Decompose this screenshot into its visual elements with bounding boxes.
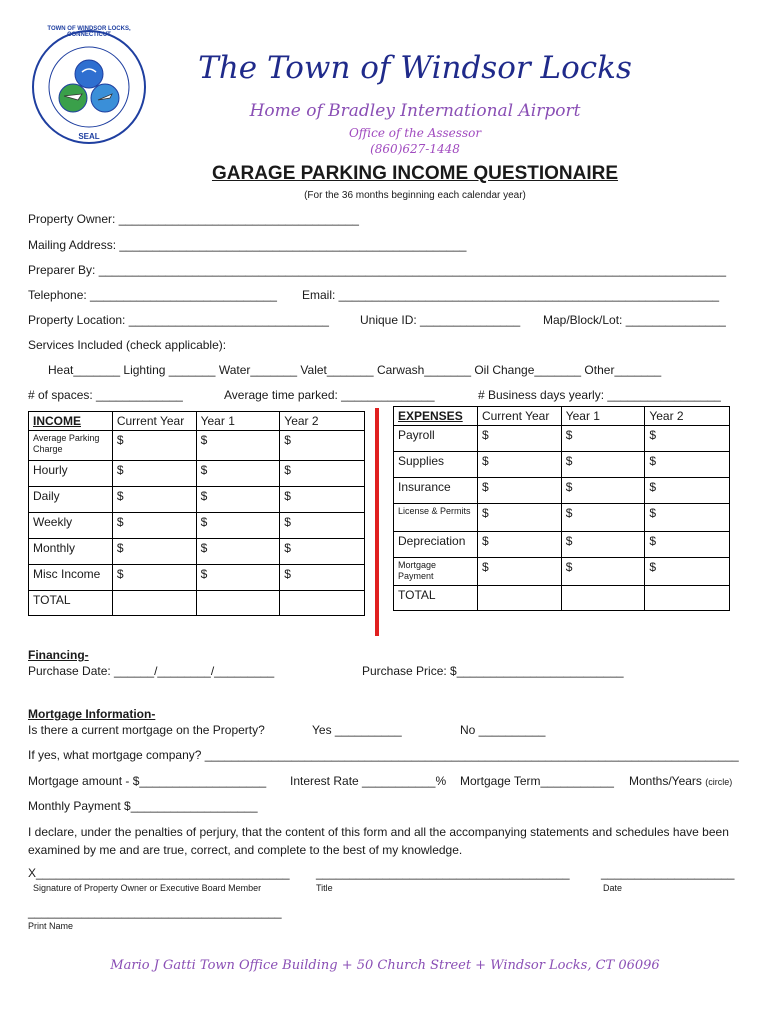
- avg-time-parked-field[interactable]: Average time parked: ______________: [224, 388, 435, 402]
- expense-table: [393, 406, 730, 611]
- table-cell[interactable]: $: [561, 504, 645, 532]
- expense-label-insurance: Insurance: [394, 478, 478, 504]
- income-col-current: Current Year: [112, 412, 196, 431]
- mortgage-heading: Mortgage Information-: [28, 707, 156, 721]
- table-cell[interactable]: $: [280, 513, 365, 539]
- table-cell[interactable]: $: [280, 461, 365, 487]
- mortgage-no-field[interactable]: No __________: [460, 723, 546, 737]
- table-cell[interactable]: [280, 591, 365, 616]
- table-cell[interactable]: $: [477, 426, 561, 452]
- title-label: Title: [316, 883, 333, 893]
- table-cell[interactable]: $: [561, 478, 645, 504]
- table-row: [394, 558, 730, 586]
- table-divider-bar: [375, 408, 379, 636]
- table-cell[interactable]: $: [196, 487, 280, 513]
- income-col-year2: Year 2: [280, 412, 365, 431]
- office-name: Office of the Assessor: [348, 126, 482, 140]
- monthly-payment-field[interactable]: Monthly Payment $___________________: [28, 799, 258, 813]
- expense-label-payroll: Payroll: [394, 426, 478, 452]
- table-cell[interactable]: $: [280, 565, 365, 591]
- table-cell[interactable]: [645, 586, 730, 611]
- table-cell[interactable]: $: [477, 478, 561, 504]
- income-label-avg: Average Parking Charge: [29, 431, 113, 461]
- table-cell[interactable]: $: [477, 532, 561, 558]
- declaration-text: I declare, under the penalties of perjury, that the content of this form and all the accompanying statements and schedules have been examined by me and are true, correct, and complete to the best of my knowledge.: [28, 825, 729, 857]
- expense-header-row: [394, 407, 730, 426]
- purchase-date-field[interactable]: Purchase Date: ______/________/_________: [28, 664, 275, 678]
- table-cell[interactable]: $: [645, 426, 730, 452]
- interest-rate-field[interactable]: Interest Rate ___________%: [290, 774, 447, 788]
- print-name-label: Print Name: [28, 921, 74, 931]
- table-cell[interactable]: $: [196, 513, 280, 539]
- signature-line[interactable]: X______________________________________: [28, 866, 290, 880]
- mortgage-yes-field[interactable]: Yes __________: [312, 723, 402, 737]
- mortgage-term-field[interactable]: Mortgage Term___________: [460, 774, 614, 788]
- circle-note: (circle): [705, 777, 733, 787]
- income-total-row: [29, 591, 365, 616]
- table-cell[interactable]: $: [645, 504, 730, 532]
- table-cell[interactable]: $: [196, 431, 280, 461]
- business-days-field[interactable]: # Business days yearly: _________________: [478, 388, 721, 402]
- income-label-misc: Misc Income: [29, 565, 113, 591]
- table-cell[interactable]: [477, 586, 561, 611]
- table-cell[interactable]: $: [280, 539, 365, 565]
- income-table: [28, 411, 365, 616]
- expense-col-year1: Year 1: [561, 407, 645, 426]
- income-header: INCOME: [29, 412, 113, 431]
- preparer-field[interactable]: Preparer By: ______________________________________________________________________________________________: [28, 263, 727, 277]
- date-line[interactable]: ____________________: [601, 866, 735, 880]
- office-phone: (860)627-1448: [370, 142, 460, 156]
- expense-col-current: Current Year: [477, 407, 561, 426]
- table-cell[interactable]: [561, 586, 645, 611]
- table-cell[interactable]: $: [196, 565, 280, 591]
- table-row: [29, 539, 365, 565]
- table-cell[interactable]: $: [561, 558, 645, 586]
- seal-bottom-text: SEAL: [78, 132, 100, 141]
- table-cell[interactable]: $: [280, 487, 365, 513]
- telephone-field[interactable]: Telephone: ____________________________: [28, 288, 277, 302]
- table-cell[interactable]: $: [477, 452, 561, 478]
- expense-label-depreciation: Depreciation: [394, 532, 478, 558]
- services-list[interactable]: Heat_______ Lighting _______ Water_______ Valet_______ Carwash_______ Oil Change_______ Other_______: [48, 363, 662, 377]
- town-title: The Town of Windsor Locks: [198, 50, 632, 86]
- table-cell[interactable]: $: [561, 426, 645, 452]
- table-row: [29, 431, 365, 461]
- expense-total-row: [394, 586, 730, 611]
- table-row: [29, 565, 365, 591]
- table-cell[interactable]: [196, 591, 280, 616]
- seal-text: TOWN OF WINDSOR LOCKS, CONNECTICUT: [47, 26, 131, 38]
- term-units-label[interactable]: Months/Years: [629, 774, 702, 788]
- income-col-year1: Year 1: [196, 412, 280, 431]
- spaces-field[interactable]: # of spaces: _____________: [28, 388, 183, 402]
- mortgage-company-field[interactable]: If yes, what mortgage company? ________________________________________________________________________________: [28, 748, 739, 762]
- table-cell[interactable]: $: [112, 539, 196, 565]
- form-subtitle: (For the 36 months beginning each calendar year): [304, 190, 526, 201]
- table-row: [394, 452, 730, 478]
- table-row: [394, 478, 730, 504]
- table-cell[interactable]: [112, 591, 196, 616]
- town-subtitle: Home of Bradley International Airport: [249, 101, 581, 121]
- table-row: [29, 461, 365, 487]
- table-cell[interactable]: $: [477, 558, 561, 586]
- purchase-price-field[interactable]: Purchase Price: $_________________________: [362, 664, 624, 678]
- mortgage-amount-field[interactable]: Mortgage amount - $___________________: [28, 774, 267, 788]
- expense-label-license: License & Permits: [394, 504, 478, 532]
- table-row: [29, 513, 365, 539]
- services-heading: Services Included (check applicable):: [28, 338, 227, 352]
- map-block-lot-field[interactable]: Map/Block/Lot: _______________: [543, 313, 726, 327]
- income-label-daily: Daily: [29, 487, 113, 513]
- term-units: [629, 774, 732, 788]
- table-cell[interactable]: $: [112, 431, 196, 461]
- table-cell[interactable]: $: [477, 504, 561, 532]
- table-cell[interactable]: $: [645, 452, 730, 478]
- email-field[interactable]: Email: _________________________________________________________: [302, 288, 720, 302]
- expense-header: EXPENSES: [394, 407, 478, 426]
- table-cell[interactable]: $: [196, 539, 280, 565]
- mortgage-question: Is there a current mortgage on the Property?: [28, 723, 265, 737]
- table-cell[interactable]: $: [645, 558, 730, 586]
- table-row: [394, 504, 730, 532]
- table-cell[interactable]: $: [196, 461, 280, 487]
- income-label-hourly: Hourly: [29, 461, 113, 487]
- expense-label-mortgage: Mortgage Payment: [394, 558, 478, 586]
- date-label: Date: [603, 883, 623, 893]
- mailing-address-field[interactable]: Mailing Address: ____________________________________________________: [28, 238, 467, 252]
- form-title: GARAGE PARKING INCOME QUESTIONAIRE: [211, 163, 619, 184]
- financing-heading: Financing-: [28, 648, 89, 662]
- unique-id-field[interactable]: Unique ID: _______________: [360, 313, 521, 327]
- assessor-office: [0, 125, 770, 157]
- table-row: [394, 426, 730, 452]
- income-total-label: TOTAL: [29, 591, 113, 616]
- table-cell[interactable]: $: [112, 513, 196, 539]
- property-owner-field[interactable]: Property Owner: ____________________________________: [28, 212, 359, 226]
- table-cell[interactable]: $: [112, 565, 196, 591]
- income-label-weekly: Weekly: [29, 513, 113, 539]
- expense-label-supplies: Supplies: [394, 452, 478, 478]
- table-row: [29, 487, 365, 513]
- property-location-field[interactable]: Property Location: ______________________________: [28, 313, 329, 327]
- table-cell[interactable]: $: [112, 487, 196, 513]
- title-line[interactable]: ______________________________________: [316, 866, 570, 880]
- expense-col-year2: Year 2: [645, 407, 730, 426]
- table-cell[interactable]: $: [645, 532, 730, 558]
- table-cell[interactable]: $: [645, 478, 730, 504]
- expense-total-label: TOTAL: [394, 586, 478, 611]
- table-cell[interactable]: $: [561, 532, 645, 558]
- income-label-monthly: Monthly: [29, 539, 113, 565]
- table-row: [394, 532, 730, 558]
- table-cell[interactable]: $: [112, 461, 196, 487]
- table-cell[interactable]: $: [280, 431, 365, 461]
- signature-label: Signature of Property Owner or Executive Board Member: [33, 883, 262, 893]
- income-header-row: [29, 412, 365, 431]
- table-cell[interactable]: $: [561, 452, 645, 478]
- footer-address: Mario J Gatti Town Office Building + 50 Church Street + Windsor Locks, CT 06096: [110, 958, 660, 973]
- print-name-line[interactable]: ______________________________________: [28, 905, 282, 919]
